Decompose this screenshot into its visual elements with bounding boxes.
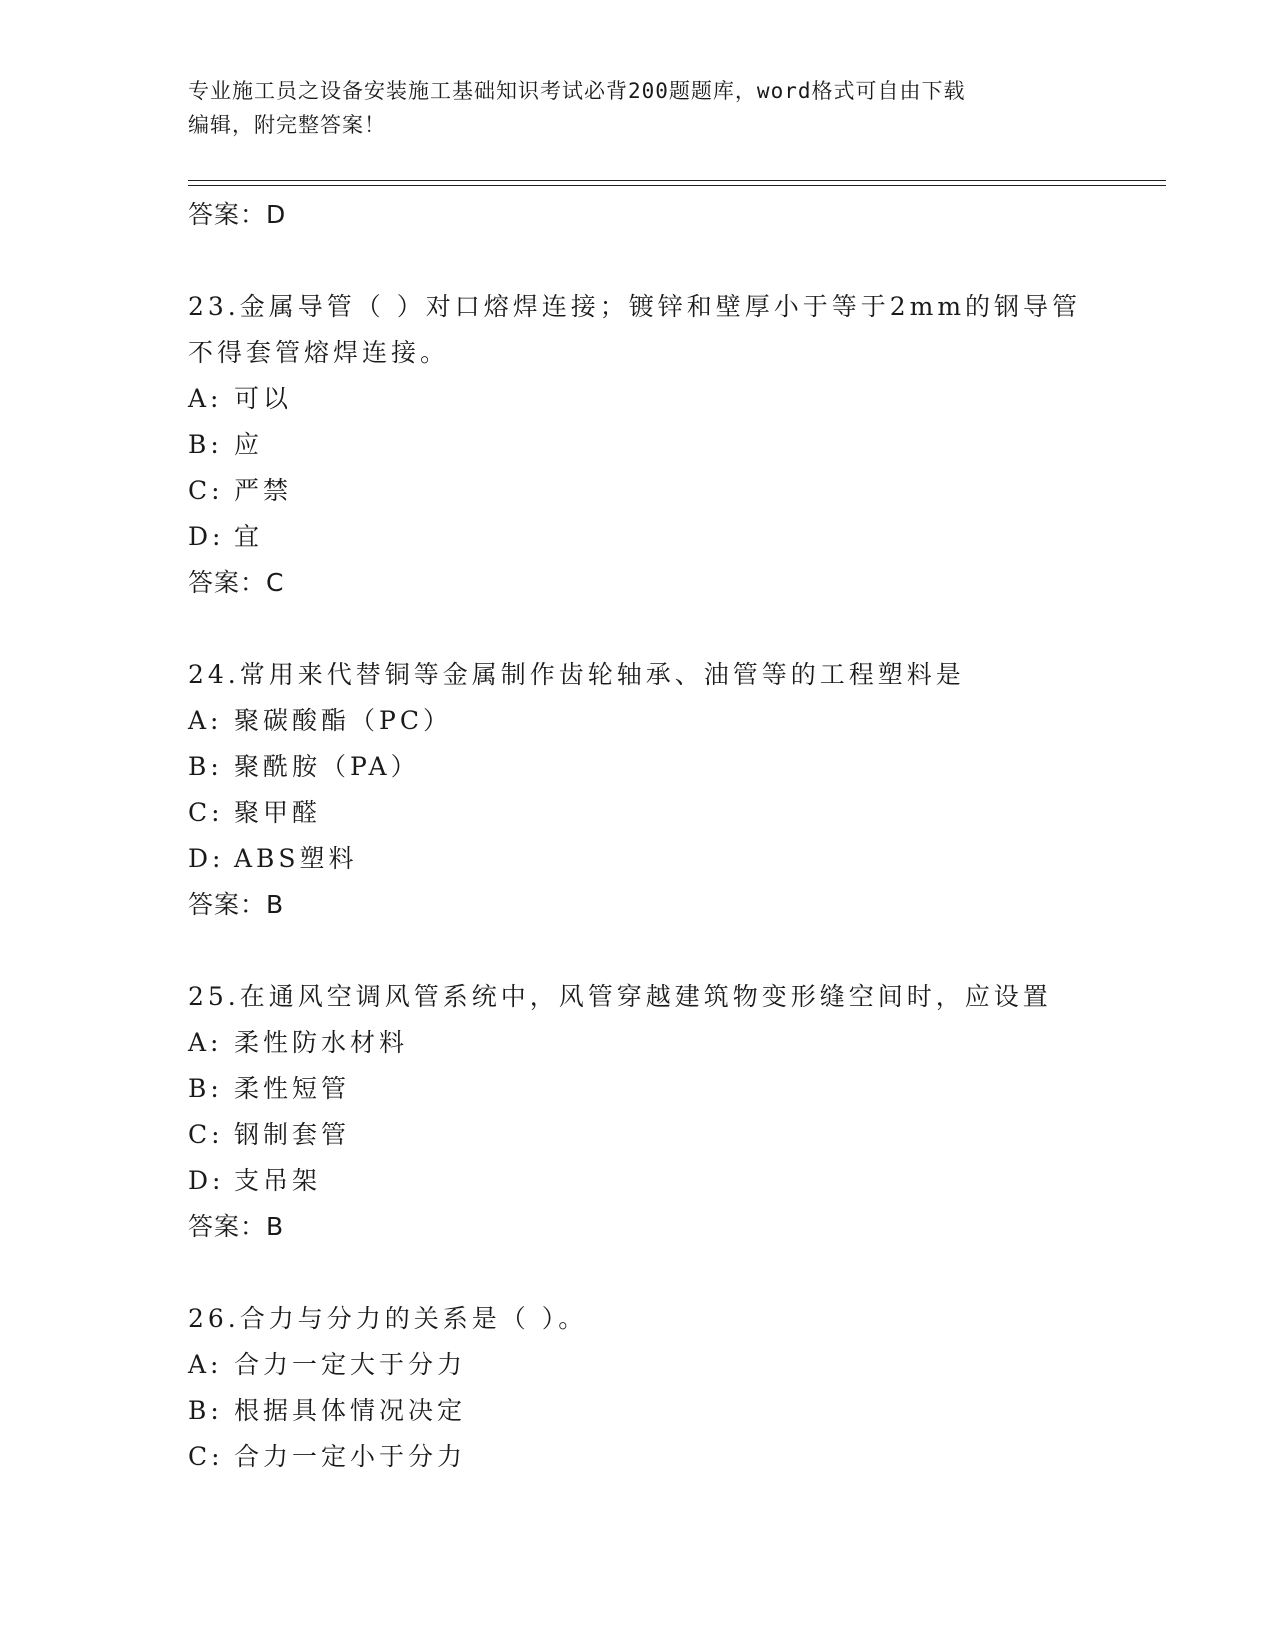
option-key: D: [188,844,225,873]
option-text: 支吊架 [234,1166,322,1195]
question-block [188,974,1168,1250]
option-key: B: [188,430,223,459]
option-item [188,468,1168,514]
question-text: 23.金属导管（ ）对口熔焊连接；镀锌和壁厚小于等于2mm的钢导管 [188,292,1082,321]
question-block [188,1296,1168,1480]
option-text: 聚甲醛 [234,798,322,827]
option-item [188,514,1168,560]
question-block [188,284,1168,606]
option-text: ABS塑料 [234,844,358,873]
option-text: 柔性短管 [234,1074,351,1103]
option-text: 聚碳酸酯（PC） [234,706,452,735]
option-text: 钢制套管 [234,1120,351,1149]
option-text: 宜 [234,522,264,551]
option-item [188,1066,1168,1112]
option-item [188,1020,1168,1066]
header-line-1: 专业施工员之设备安装施工基础知识考试必背200题题库，word格式可自由下载 [188,79,966,103]
option-text: 严禁 [234,476,293,505]
option-text: 应 [234,430,264,459]
header-divider-bottom [188,185,1166,186]
spacer [188,606,1168,652]
option-key: D: [188,522,225,551]
option-key: A: [188,1350,223,1379]
option-key: A: [188,706,223,735]
answer-line: 答案：B [188,890,285,919]
option-key: A: [188,384,223,413]
option-key: C: [188,1120,224,1149]
option-text: 合力一定小于分力 [234,1442,467,1471]
option-item [188,744,1168,790]
option-item [188,1434,1168,1480]
question-text: 24.常用来代替铜等金属制作齿轮轴承、油管等的工程塑料是 [188,660,965,689]
question-list [188,192,1168,1480]
answer-line: 答案：B [188,1212,285,1241]
option-text: 可以 [234,384,293,413]
option-text: 合力一定大于分力 [234,1350,467,1379]
question-text: 不得套管熔焊连接。 [188,338,450,367]
option-item [188,836,1168,882]
option-item [188,376,1168,422]
option-item [188,790,1168,836]
option-key: B: [188,1396,223,1425]
previous-answer: 答案：D [188,200,287,229]
option-key: C: [188,476,224,505]
option-key: B: [188,752,223,781]
header-divider-top [188,180,1166,181]
option-key: B: [188,1074,223,1103]
option-text: 根据具体情况决定 [234,1396,467,1425]
option-item [188,1158,1168,1204]
spacer [188,928,1168,974]
document-header [188,74,1088,142]
option-text: 聚酰胺（PA） [234,752,420,781]
answer-line: 答案：C [188,568,285,597]
option-key: C: [188,798,224,827]
option-key: D: [188,1166,225,1195]
option-key: C: [188,1442,224,1471]
spacer [188,238,1168,284]
option-item [188,1342,1168,1388]
option-text: 柔性防水材料 [234,1028,409,1057]
question-text: 26.合力与分力的关系是（ ）。 [188,1304,588,1333]
option-item [188,698,1168,744]
question-text: 25.在通风空调风管系统中，风管穿越建筑物变形缝空间时，应设置 [188,982,1052,1011]
header-line-2: 编辑，附完整答案！ [188,113,386,137]
option-item [188,1388,1168,1434]
option-item [188,422,1168,468]
option-item [188,1112,1168,1158]
question-block [188,652,1168,928]
spacer [188,1250,1168,1296]
option-key: A: [188,1028,223,1057]
